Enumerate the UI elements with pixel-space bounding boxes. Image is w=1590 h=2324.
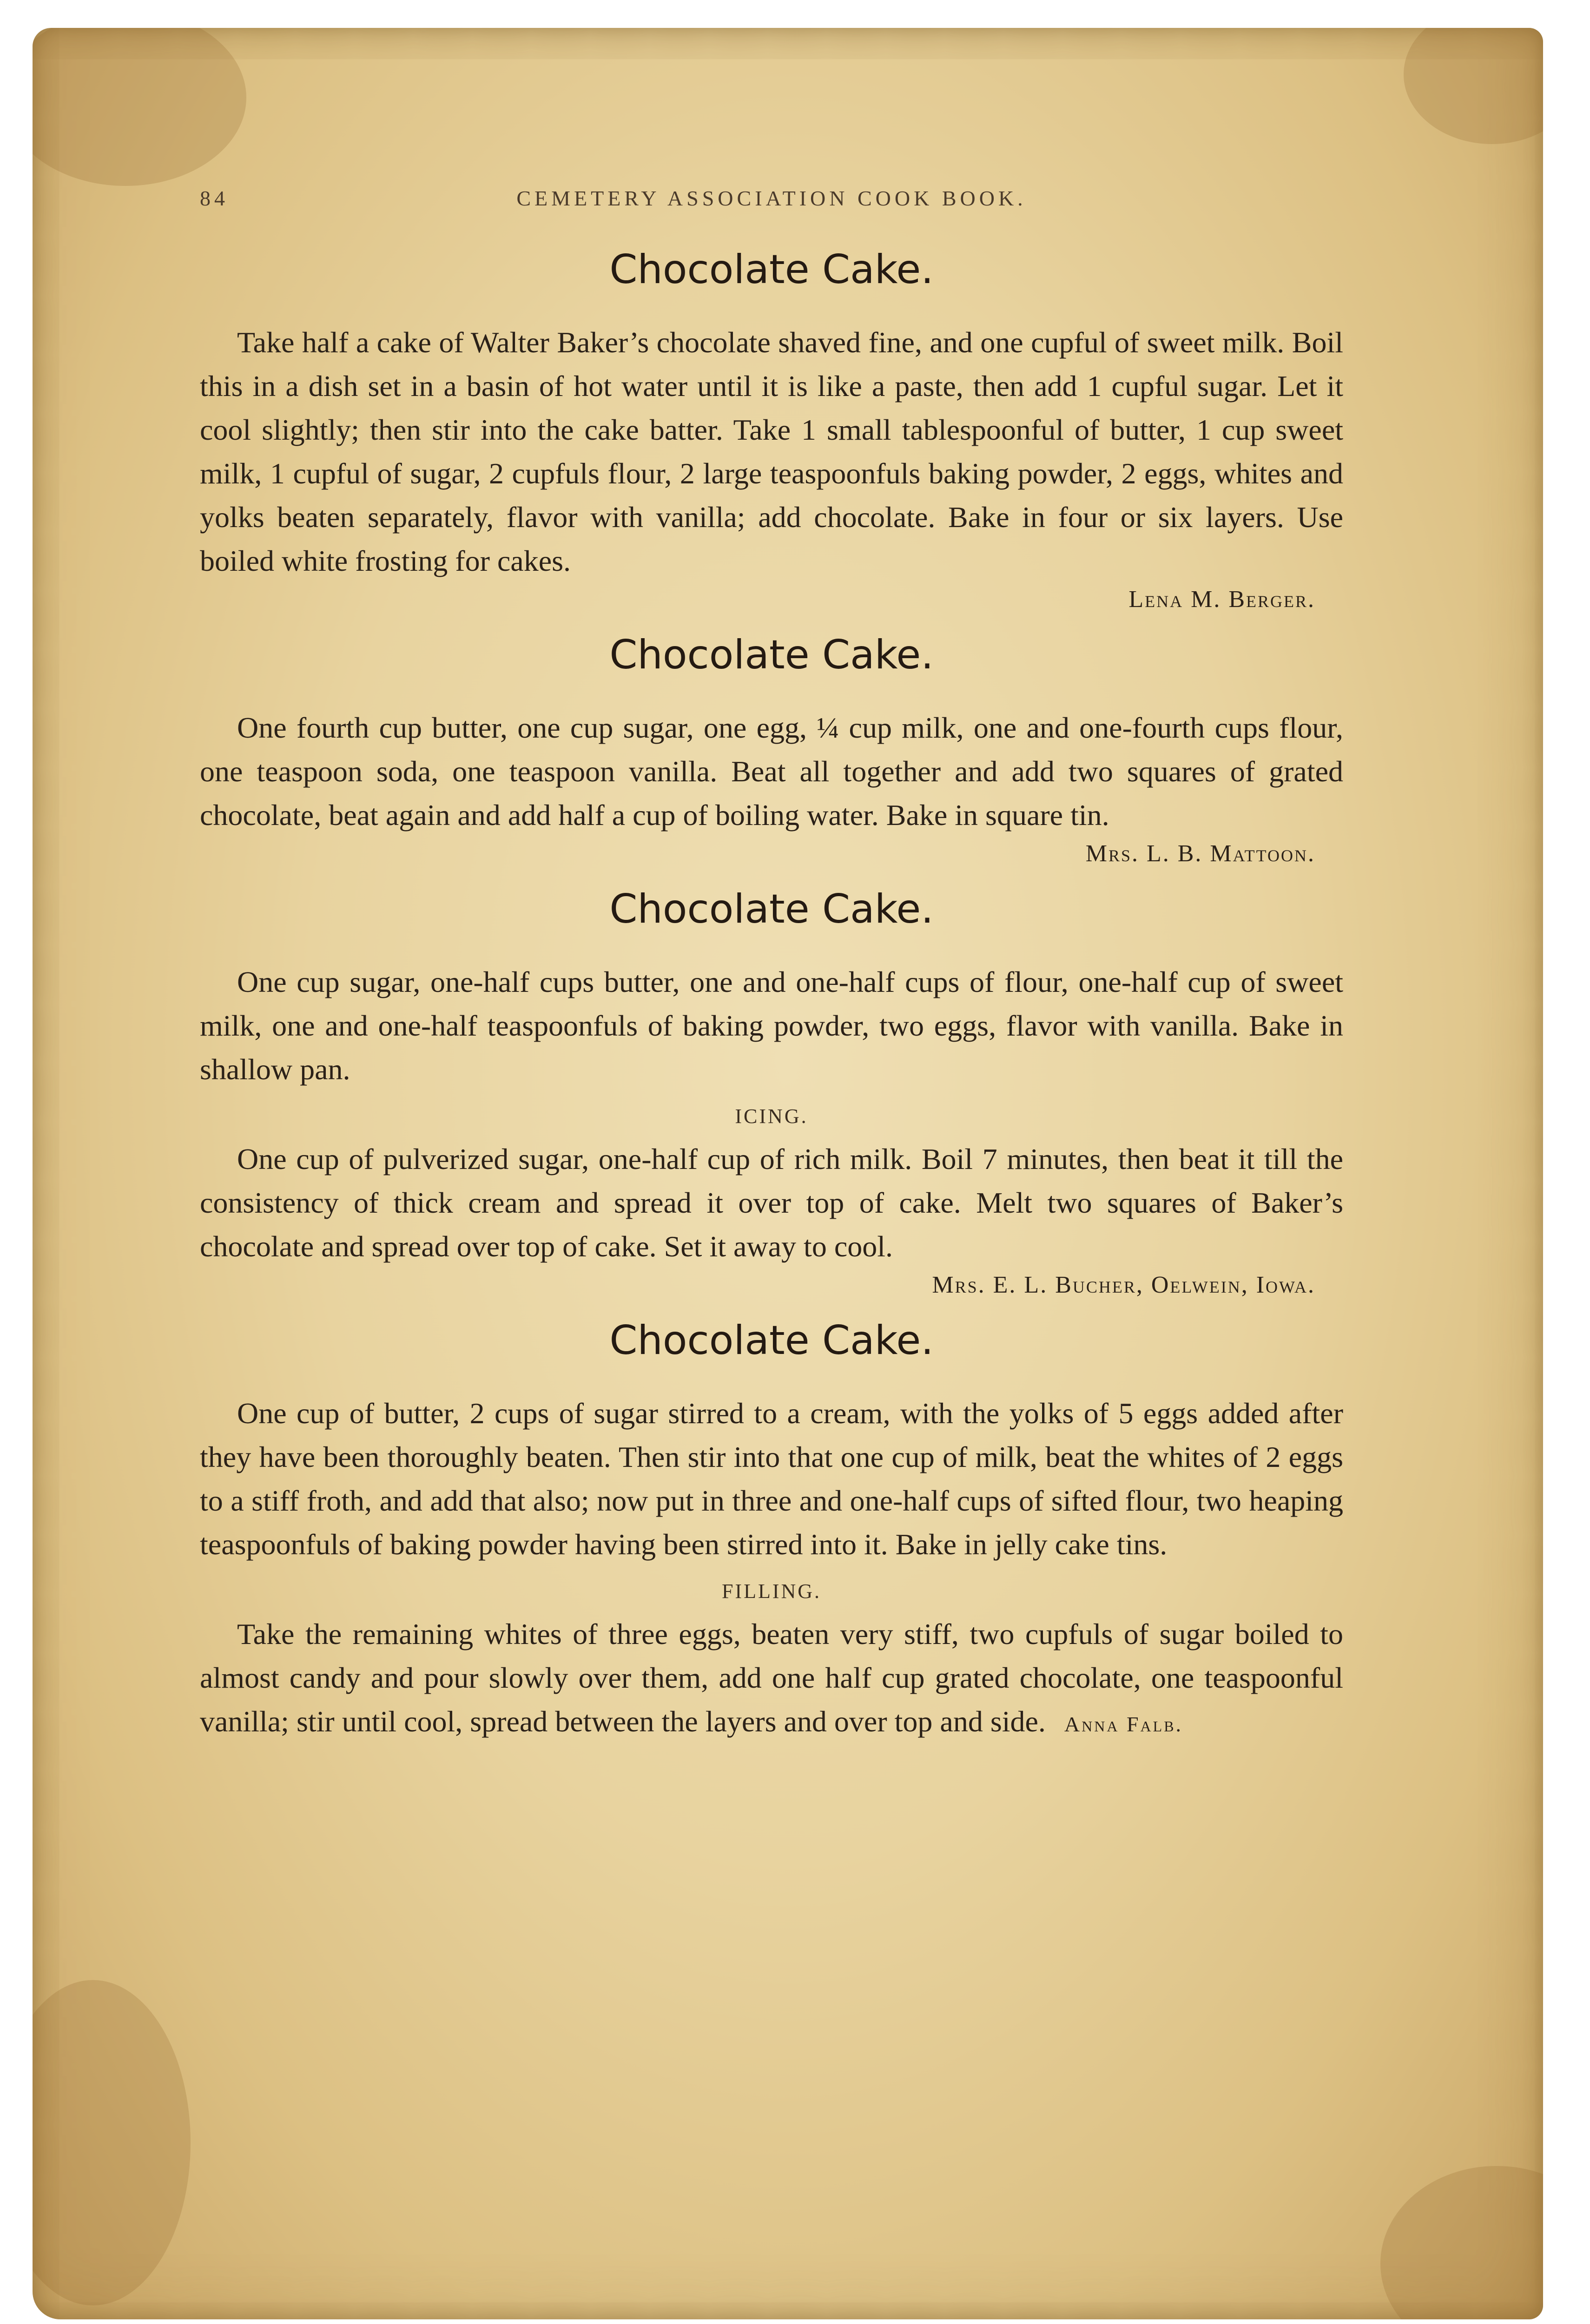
recipe-author: Anna Falb. xyxy=(1064,1712,1183,1736)
recipe-text: One cup of butter, 2 cups of sugar stirred to a cream, with the yolks of 5 eggs added after they have been thoroughly beaten. Then stir into that one cup of milk, beat the whites of 2 eggs to a stiff froth, and add that also; now put in three and one-half cups of sifted flour, two heaping teaspoonfuls of baking powder having been stirred into it. Bake in jelly cake tins. xyxy=(200,1397,1343,1561)
recipe-title: Chocolate Cake. xyxy=(609,246,934,293)
recipe xyxy=(200,886,1343,1299)
paper-stain xyxy=(1404,28,1543,144)
recipe-author: Mrs. L. B. Mattoon. xyxy=(1085,840,1315,867)
recipe-subheading: ICING. xyxy=(735,1105,808,1128)
recipe-title: Chocolate Cake. xyxy=(609,1317,934,1364)
recipe-text: Take half a cake of Walter Baker’s chocolate shaved fine, and one cupful of sweet milk. Boil this in a dish set in a basin of hot water until it is like a paste, then add 1 cupful sugar. Let it cool slightly; then stir into the cake batter. Take 1 small tablespoonful of butter, 1 cup sweet milk, 1 cupful of sugar, 2 cupfuls flour, 2 large teaspoonfuls baking powder, 2 eggs, whites and yolks beaten separately, flavor with vanilla; add chocolate. Bake in four or six layers. Use boiled white frosting for cakes. xyxy=(200,326,1343,577)
recipe xyxy=(200,1317,1343,1746)
paper-stain xyxy=(33,28,246,186)
recipe xyxy=(200,632,1343,867)
recipe-title: Chocolate Cake. xyxy=(609,632,934,678)
book-title: CEMETERY ASSOCIATION COOK BOOK. xyxy=(516,186,1027,210)
paper-stain xyxy=(33,1980,191,2305)
recipe-text: One cup sugar, one-half cups butter, one and one-half cups of flour, one-half cup of sweet milk, one and one-half teaspoonfuls of baking powder, two eggs, flavor with vanilla. Bake in shallow pan. xyxy=(200,965,1343,1086)
page-content xyxy=(200,186,1343,1760)
recipe-subtext: One cup of pulverized sugar, one-half cup of rich milk. Boil 7 minutes, then beat it till the consistency of thick cream and spread it over top of cake. Melt two squares of Baker’s chocolate and spread over top of cake. Set it away to cool. xyxy=(200,1142,1343,1263)
aged-paper-page xyxy=(33,28,1543,2319)
recipe-author: Lena M. Berger. xyxy=(1128,586,1315,613)
recipe-subtext xyxy=(200,1612,1343,1746)
page-number: 84 xyxy=(200,186,229,210)
recipe-title: Chocolate Cake. xyxy=(609,886,934,932)
recipe-subtext-body: Take the remaining whites of three eggs, beaten very stiff, two cupfuls of sugar boiled to almost candy and pour slowly over them, add one half cup grated chocolate, one teaspoonful vanilla; stir until cool, spread between the layers and over top and side. xyxy=(200,1618,1343,1738)
recipe xyxy=(200,246,1343,613)
recipe-text: One fourth cup butter, one cup sugar, one egg, ¼ cup milk, one and one-fourth cups flour, one teaspoon soda, one teaspoon vanilla. Beat all together and add two squares of grated chocolate, beat again and add half a cup of boiling water. Bake in square tin. xyxy=(200,711,1343,832)
running-head xyxy=(200,186,1343,228)
paper-stain xyxy=(1380,2166,1543,2319)
recipe-subheading: FILLING. xyxy=(721,1580,822,1603)
recipe-author: Mrs. E. L. Bucher, Oelwein, Iowa. xyxy=(932,1272,1315,1298)
